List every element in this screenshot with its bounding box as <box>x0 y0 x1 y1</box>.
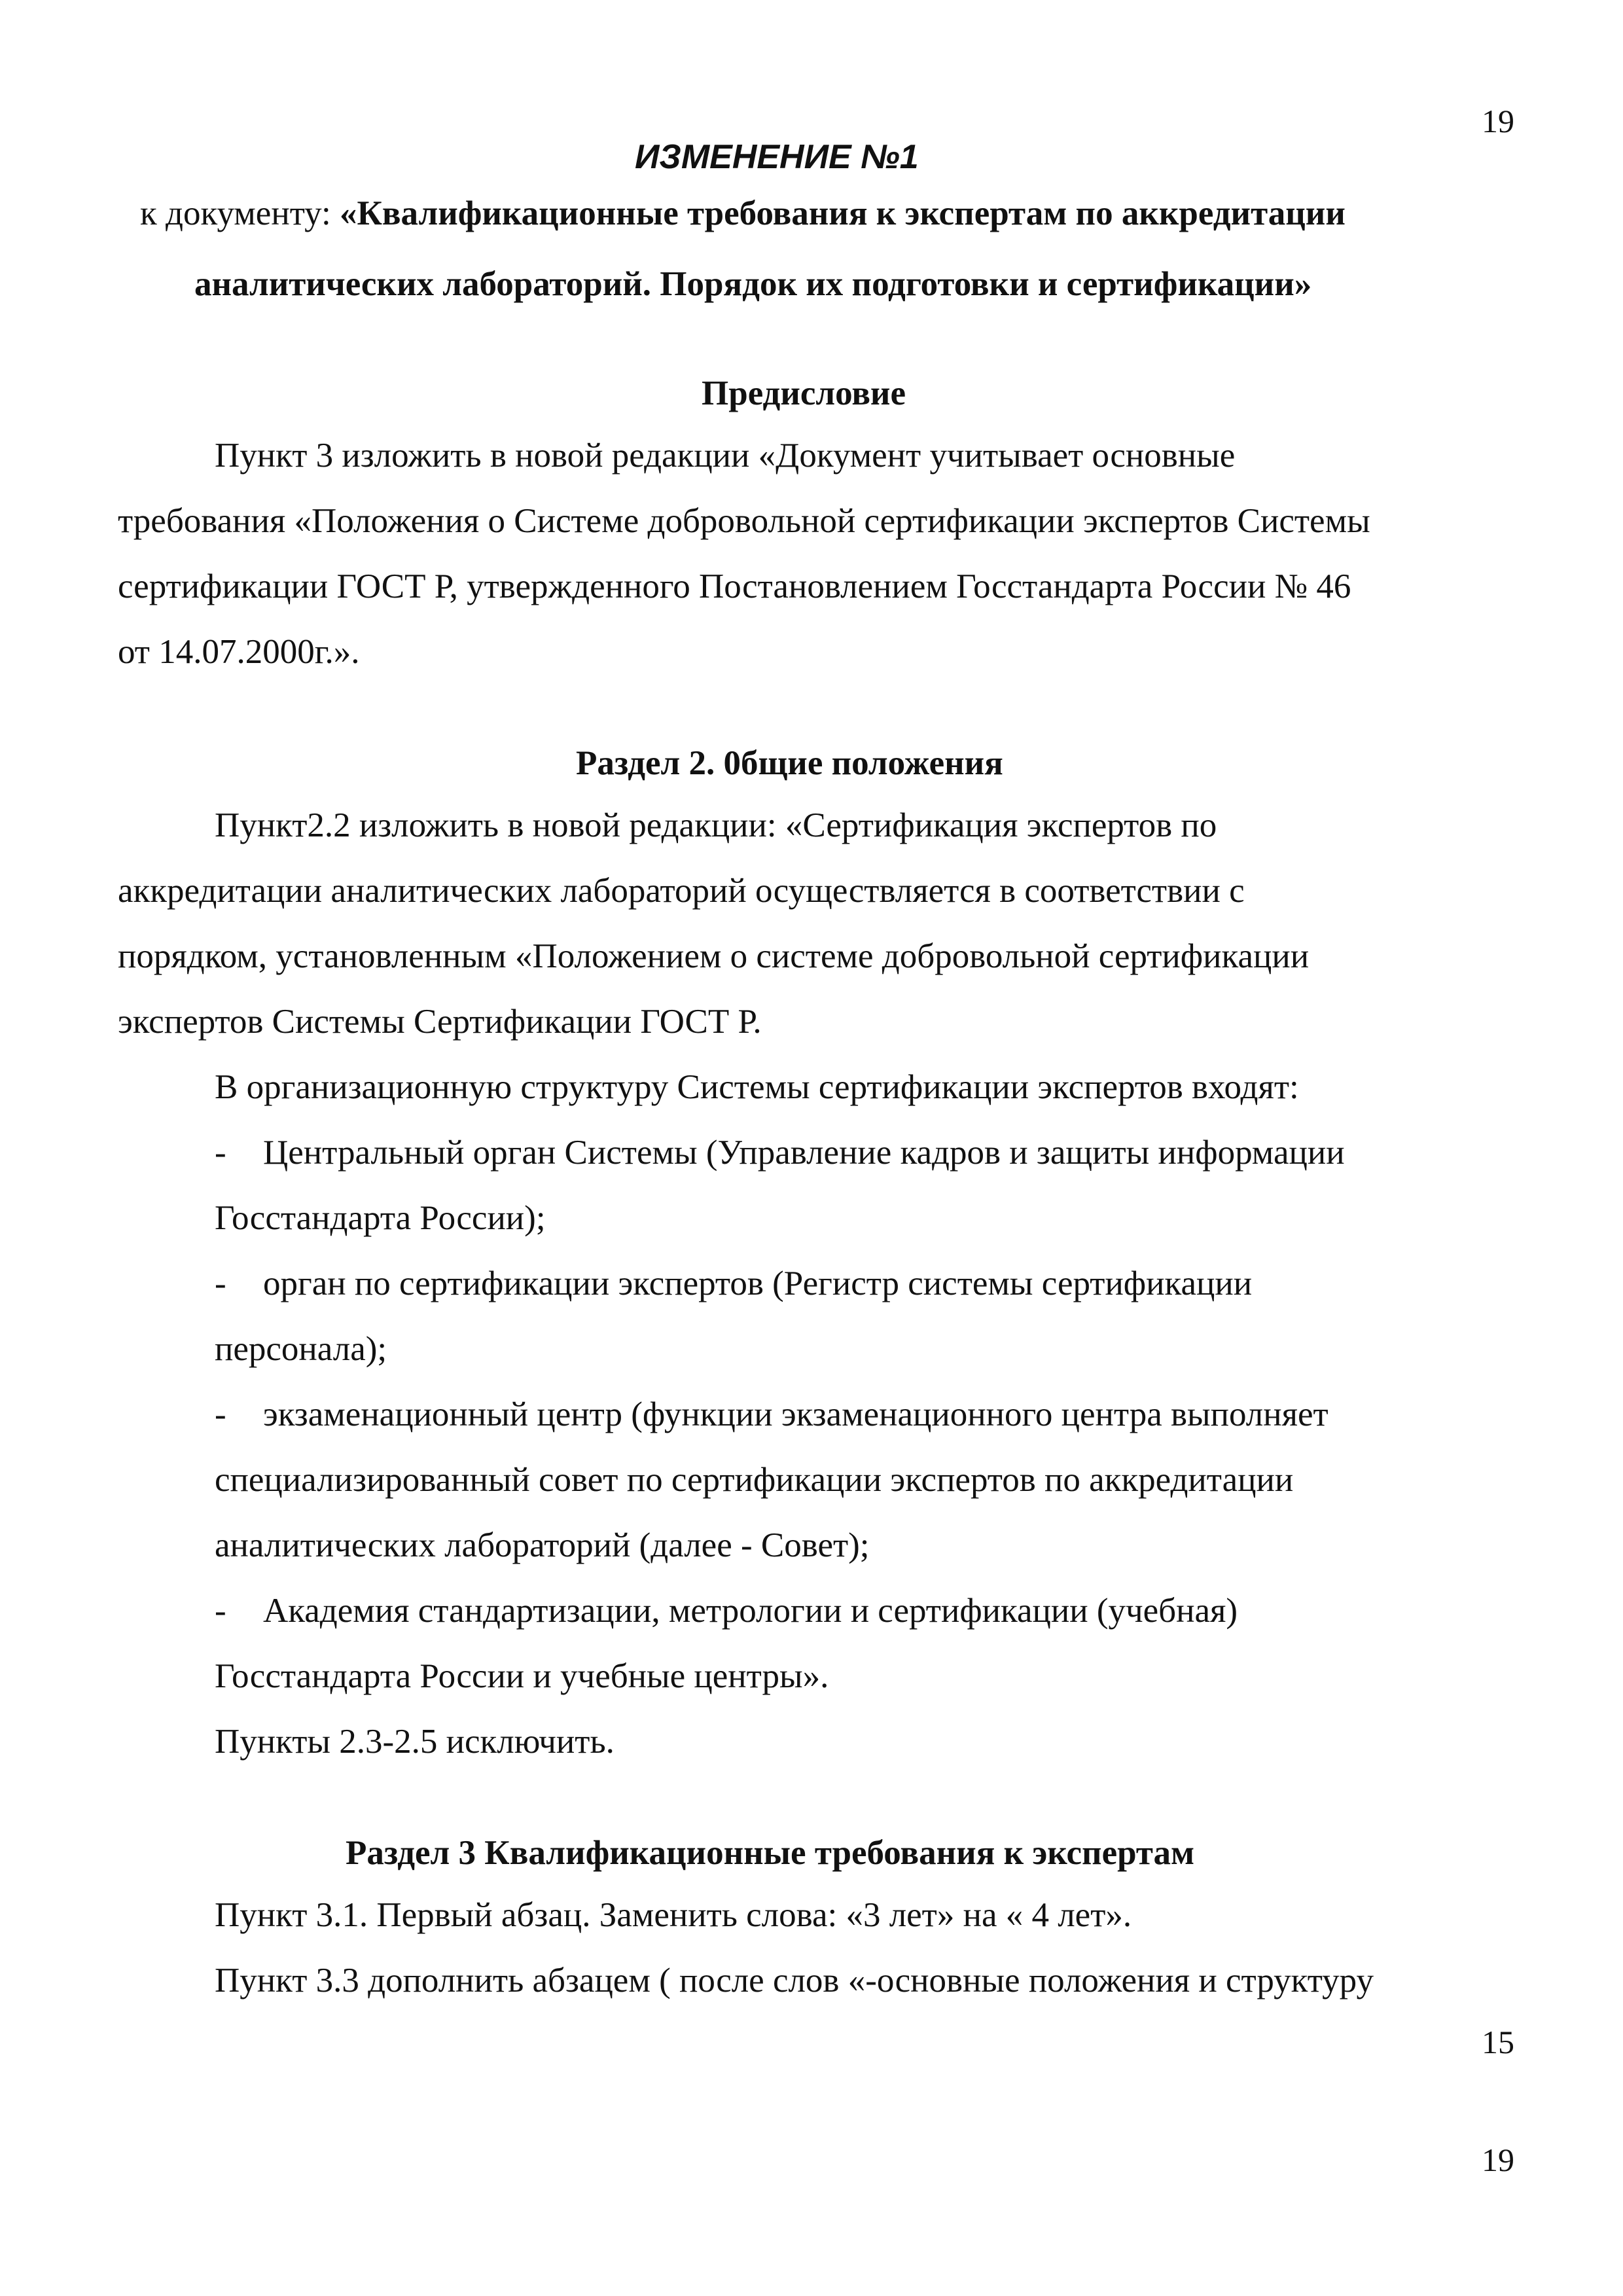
list-item <box>215 1266 1252 1301</box>
page-title: ИЗМЕНЕНИЕ №1 <box>635 138 919 176</box>
list-item-continuation: специализированный совет по сертификации экспертов по аккредитации <box>215 1461 1294 1499</box>
section-3-line-1: Пункт 3.1. Первый абзац. Заменить слова: «3 лет» на « 4 лет». <box>215 1896 1132 1934</box>
page-number-footer: 19 <box>1482 2142 1514 2178</box>
section-2-heading: Раздел 2. 0бщие положения <box>576 744 1003 782</box>
preface-line-1: Пункт 3 изложить в новой редакции «Документ учитывает основные <box>215 437 1236 475</box>
section-3-line-2: Пункт 3.3 дополнить абзацем ( после слов «-основные положения и структуру <box>215 1962 1374 2000</box>
list-item-line: орган по сертификации экспертов (Регистр системы сертификации <box>263 1265 1253 1302</box>
list-item-continuation: Госстандарта России); <box>215 1199 546 1237</box>
section-2-intro-line-3: порядком, установленным «Положением о системе добровольной сертификации <box>118 937 1310 975</box>
list-item-continuation: аналитических лабораторий (далее - Совет); <box>215 1526 870 1564</box>
list-item-continuation: персонала); <box>215 1330 387 1368</box>
preface-line-2: требования «Положения о Системе добровольной сертификации экспертов Системы <box>118 502 1370 540</box>
list-item-line: Академия стандартизации, метрологии и сертификации (учебная) <box>263 1592 1238 1630</box>
exclude-line: Пункты 2.3-2.5 исключить. <box>215 1723 615 1761</box>
list-dash: - <box>215 1395 226 1433</box>
list-item <box>215 1594 1238 1628</box>
list-dash: - <box>215 1265 226 1302</box>
page-number-top: 19 <box>1482 103 1514 139</box>
list-item-continuation: Госстандарта России и учебные центры». <box>215 1657 829 1695</box>
section-3-heading: Раздел 3 Квалификационные требования к экспертам <box>346 1834 1195 1872</box>
list-dash: - <box>215 1134 226 1172</box>
preface-line-3: сертификации ГОСТ Р, утвержденного Постановлением Госстандарта России № 46 <box>118 567 1351 605</box>
section-2-intro-line-2: аккредитации аналитических лабораторий осуществляется в соответствии с <box>118 872 1245 910</box>
preface-line-4: от 14.07.2000г.». <box>118 633 360 671</box>
section-2-intro-line-1: Пункт2.2 изложить в новой редакции: «Сертификация экспертов по <box>215 806 1217 844</box>
section-2-intro-line-4: экспертов Системы Сертификации ГОСТ Р. <box>118 1003 762 1041</box>
list-item-line: экзаменационный центр (функции экзаменационного центра выполняет <box>263 1395 1329 1433</box>
document-name-line-1: «Квалификационные требования к экспертам по аккредитации <box>339 194 1346 232</box>
document-reference <box>140 196 1346 231</box>
list-item <box>215 1136 1345 1170</box>
structure-line: В организационную структуру Системы сертификации экспертов входят: <box>215 1068 1299 1106</box>
page-number-bottom: 15 <box>1482 2024 1514 2060</box>
document-reference-prefix: к документу: <box>140 194 340 232</box>
list-item-line: Центральный орган Системы (Управление кадров и защиты информации <box>263 1134 1345 1172</box>
list-dash: - <box>215 1592 226 1630</box>
preface-heading: Предисловие <box>702 374 906 412</box>
document-name-line-2: аналитических лабораторий. Порядок их подготовки и сертификации» <box>194 265 1312 303</box>
list-item <box>215 1397 1329 1432</box>
